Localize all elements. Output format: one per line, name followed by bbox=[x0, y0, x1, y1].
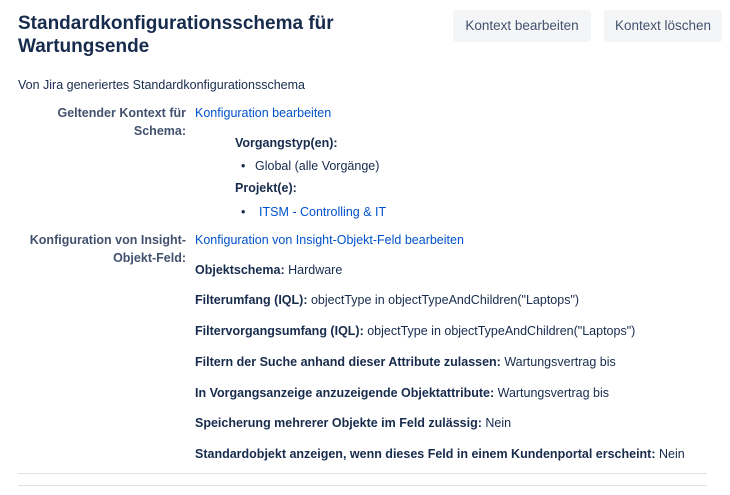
page-title bbox=[18, 12, 438, 58]
issue-type-item: Global (alle Vorgänge) bbox=[255, 159, 380, 173]
insight-config-label bbox=[14, 231, 186, 267]
projects-heading: Projekt(e): bbox=[235, 181, 297, 195]
property-row bbox=[195, 291, 579, 309]
page-header bbox=[18, 12, 438, 58]
property-value: Nein bbox=[485, 416, 512, 430]
page-title-line2: Wartungsende bbox=[18, 36, 150, 57]
scheme-description: Von Jira generiertes Standardkonfigurationsschema bbox=[18, 78, 305, 92]
edit-configuration-link[interactable]: Konfiguration bearbeiten bbox=[195, 106, 332, 120]
property-key: Objektschema: bbox=[195, 263, 285, 277]
divider bbox=[18, 473, 707, 474]
property-value: Hardware bbox=[288, 263, 343, 277]
property-key: Filtern der Suche anhand dieser Attribute zulassen: bbox=[195, 355, 501, 369]
property-key: Filterumfang (IQL): bbox=[195, 293, 308, 307]
context-label-line1: Geltender Kontext für bbox=[57, 106, 186, 120]
property-row bbox=[195, 384, 609, 402]
page-title-line1: Standardkonfigurationsschema für bbox=[18, 13, 334, 34]
property-value: objectType in objectTypeAndChildren("Laptops") bbox=[310, 293, 580, 307]
insight-config-label-line2: Objekt-Feld: bbox=[113, 251, 186, 265]
property-key: In Vorgangsanzeige anzuzeigende Objektattribute: bbox=[195, 386, 495, 400]
property-row bbox=[195, 414, 511, 432]
property-key: Standardobjekt anzeigen, wenn dieses Feld in einem Kundenportal erscheint: bbox=[195, 447, 656, 461]
project-link[interactable]: ITSM - Controlling & IT bbox=[259, 205, 387, 219]
property-key: Filtervorgangsumfang (IQL): bbox=[195, 324, 364, 338]
property-value: Wartungsvertrag bis bbox=[497, 386, 609, 400]
context-label bbox=[20, 104, 186, 140]
property-value: objectType in objectTypeAndChildren("Laptops") bbox=[367, 324, 636, 338]
property-value: Nein bbox=[659, 447, 685, 461]
property-value: Wartungsvertrag bis bbox=[504, 355, 616, 369]
bullet-icon: • bbox=[241, 159, 246, 173]
edit-context-button[interactable]: Kontext bearbeiten bbox=[453, 10, 591, 42]
property-row bbox=[195, 353, 616, 371]
property-key: Speicherung mehrerer Objekte im Feld zulässig: bbox=[195, 416, 482, 430]
insight-config-label-line1: Konfiguration von Insight- bbox=[29, 233, 186, 247]
edit-insight-config-link[interactable]: Konfiguration von Insight-Objekt-Feld bearbeiten bbox=[195, 233, 464, 247]
divider bbox=[18, 485, 707, 486]
context-label-line2: Schema: bbox=[133, 124, 186, 138]
property-row bbox=[195, 445, 685, 463]
list-item bbox=[241, 157, 379, 175]
property-row bbox=[195, 261, 342, 279]
issue-types-heading: Vorgangstyp(en): bbox=[235, 136, 338, 150]
bullet-icon: • bbox=[241, 205, 246, 219]
list-item bbox=[241, 203, 386, 221]
property-row bbox=[195, 322, 635, 340]
delete-context-button[interactable]: Kontext löschen bbox=[604, 10, 722, 42]
